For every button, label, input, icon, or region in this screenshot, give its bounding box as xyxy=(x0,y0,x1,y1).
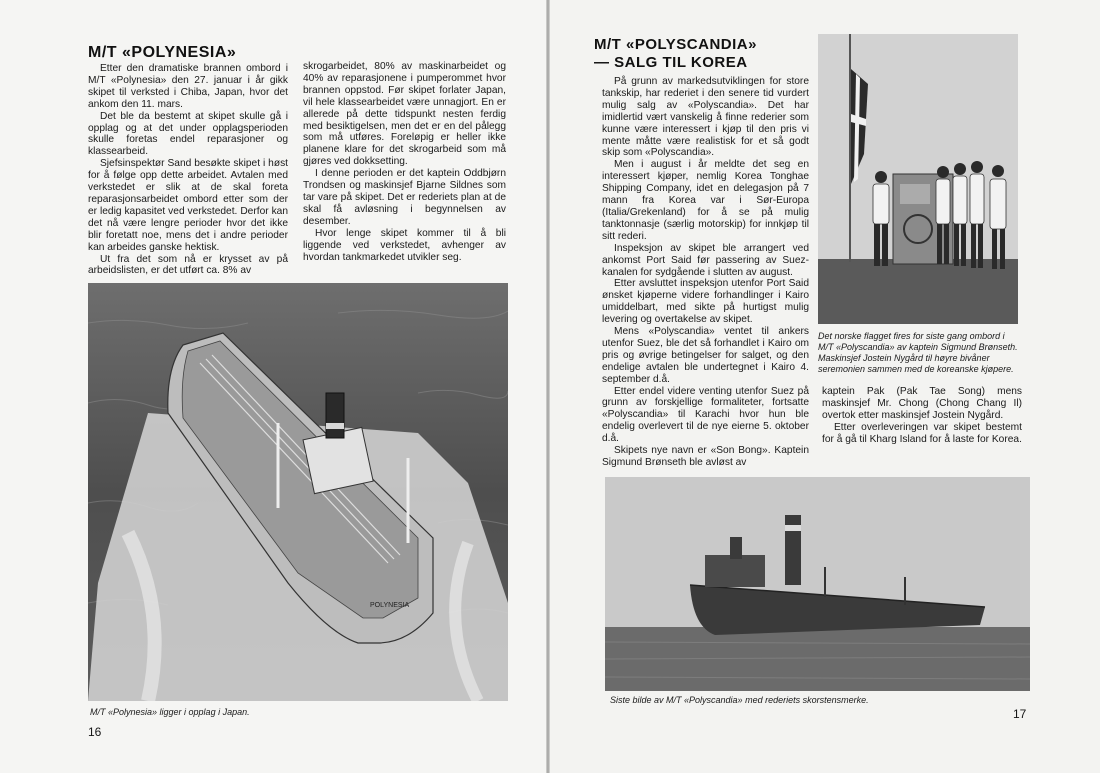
article-title-polyscandia xyxy=(594,36,824,72)
article-title-polynesia: M/T «POLYNESIA» xyxy=(88,44,237,61)
paragraph: På grunn av markedsutviklingen for store tankskip, har rederiet i den senere tid vurdert mulig salg av «Polyscandia». Det har imidlertid vært vanskelig å finne rederier som kunne være interessert i kjøp til den pris vi mente måtte være realistisk for et så godt skip som «Polyscandia». xyxy=(602,76,809,159)
caption-line: Det norske flagget fires for siste gang ombord i M/T «Polyscandia» av kaptein Sigmund Brønseth. xyxy=(818,331,1018,352)
paragraph: Etter overleveringen var skipet bestemt for å gå til Kharg Island for å laste for Korea. xyxy=(822,421,1022,445)
paragraph: kaptein Pak (Pak Tae Song) mens maskinsjef Mr. Chong (Chong Chang Il) overtok etter maskinsjef Jostein Nygård. xyxy=(822,386,1022,421)
polyscandia-text-column-1 xyxy=(602,76,809,469)
polynesia-photo-caption: M/T «Polynesia» ligger i opplag i Japan. xyxy=(90,707,250,717)
paragraph: Mens «Polyscandia» ventet til ankers utenfor Suez, ble det så forhandlet i Kairo om pris og øvrige betingelser for salget, og den endelige avtalen ble undertegnet i Kairo 4. september d.å. xyxy=(602,326,809,385)
polynesia-ship-photo xyxy=(88,283,508,701)
flag-ceremony-photo xyxy=(818,34,1018,324)
paragraph: Men i august i år meldte det seg en interessert kjøper, nemlig Korea Tonghae Shipping Company, idet en delegasjon på 7 mann fra Korea var i Sør-Europa (Italia/Grekenland) for å se på mulig tanktonnasje (særlig motorskip) for innkjøp til sitt rederi. xyxy=(602,159,809,242)
caption-line: Maskinsjef Jostein Nygård til høyre bivåner seremonien sammen med de koreanske kjøpere. xyxy=(818,353,1014,374)
polynesia-text-column-1 xyxy=(88,63,288,277)
paragraph: Etter den dramatiske brannen ombord i M/T «Polynesia» den 27. januar i år gikk skipet til verksted i Chiba, Japan, hvor det ankom den 11. mars. xyxy=(88,63,288,110)
paragraph: Inspeksjon av skipet ble arrangert ved ankomst Port Said før passering av Suez-kanalen for sydgående i slutten av august. xyxy=(602,242,809,278)
paragraph: skrogarbeidet, 80% av maskinarbeidet og 40% av reparasjonene i pumperommet hvor brannen oppstod. Før skipet forlater Japan, vil hele klassearbeidet være unnagjort. En er allerede på dette tidspunkt nesten ferdig med besiktigelsen, men det er en del pålegg som må utføres. Foreløpig er heller ikke planene klare for det skrogarbeid som må gjøres ved dokksetting. xyxy=(303,61,506,168)
polynesia-text-column-2 xyxy=(303,61,506,263)
page-number: 16 xyxy=(88,725,102,739)
hull-name-label: POLYNESIA xyxy=(370,602,410,609)
polyscandia-tanker-photo xyxy=(605,477,1030,691)
title-line-1: M/T «POLYSCANDIA» xyxy=(594,36,757,53)
paragraph: Sjefsinspektør Sand besøkte skipet i høst for å følge opp dette arbeidet. Avtalen med verkstedet er slik at de skal foreta reparasjonsarbeidet ombord etter som der er ledig kapasitet ved verkstedet. Derfor kan det nå være lengre perioder hvor det ikke blir foretatt noe, mens det i andre perioder kan arbeides ganske hektisk. xyxy=(88,158,288,253)
paragraph: Etter avsluttet inspeksjon utenfor Port Said ønsket kjøperne videre forhandlinger i Kairo umiddelbart, med sikte på hurtigst mulig levering og overtakelse av skipet. xyxy=(602,278,809,326)
paragraph: Etter endel videre venting utenfor Suez på grunn av forskjellige formaliteter, fortsatte «Polyscandia» til Karachi hvor hun ble endelig overlevert til de nye eierne 5. oktober d.å. xyxy=(602,385,809,445)
paragraph: I denne perioden er det kaptein Oddbjørn Trondsen og maskinsjef Bjarne Sildnes som tar vare på skipet. Det er rederiets plan at de skal få avløsning i begynnelsen av desember. xyxy=(303,168,506,227)
polyscandia-text-column-2 xyxy=(822,386,1022,446)
paragraph: Det ble da bestemt at skipet skulle gå i opplag og at det under opplagsperioden skulle foretas endel reparasjoner og klassearbeid. xyxy=(88,110,288,158)
tanker-photo-caption: Siste bilde av M/T «Polyscandia» med rederiets skorstensmerke. xyxy=(610,695,869,705)
paragraph: Skipets nye navn er «Son Bong». Kaptein Sigmund Brønseth ble avløst av xyxy=(602,445,809,468)
paragraph: Hvor lenge skipet kommer til å bli liggende ved verkstedet, avhenger av hvordan tankmarkedet utvikler seg. xyxy=(303,227,506,263)
flag-photo-caption xyxy=(818,331,1022,375)
paragraph: Ut fra det som nå er krysset av på arbeidslisten, er det utført ca. 8% av xyxy=(88,253,288,277)
page-spine xyxy=(546,0,550,773)
title-line-2: — SALG TIL KOREA xyxy=(594,54,748,71)
page-number: 17 xyxy=(1013,707,1027,721)
